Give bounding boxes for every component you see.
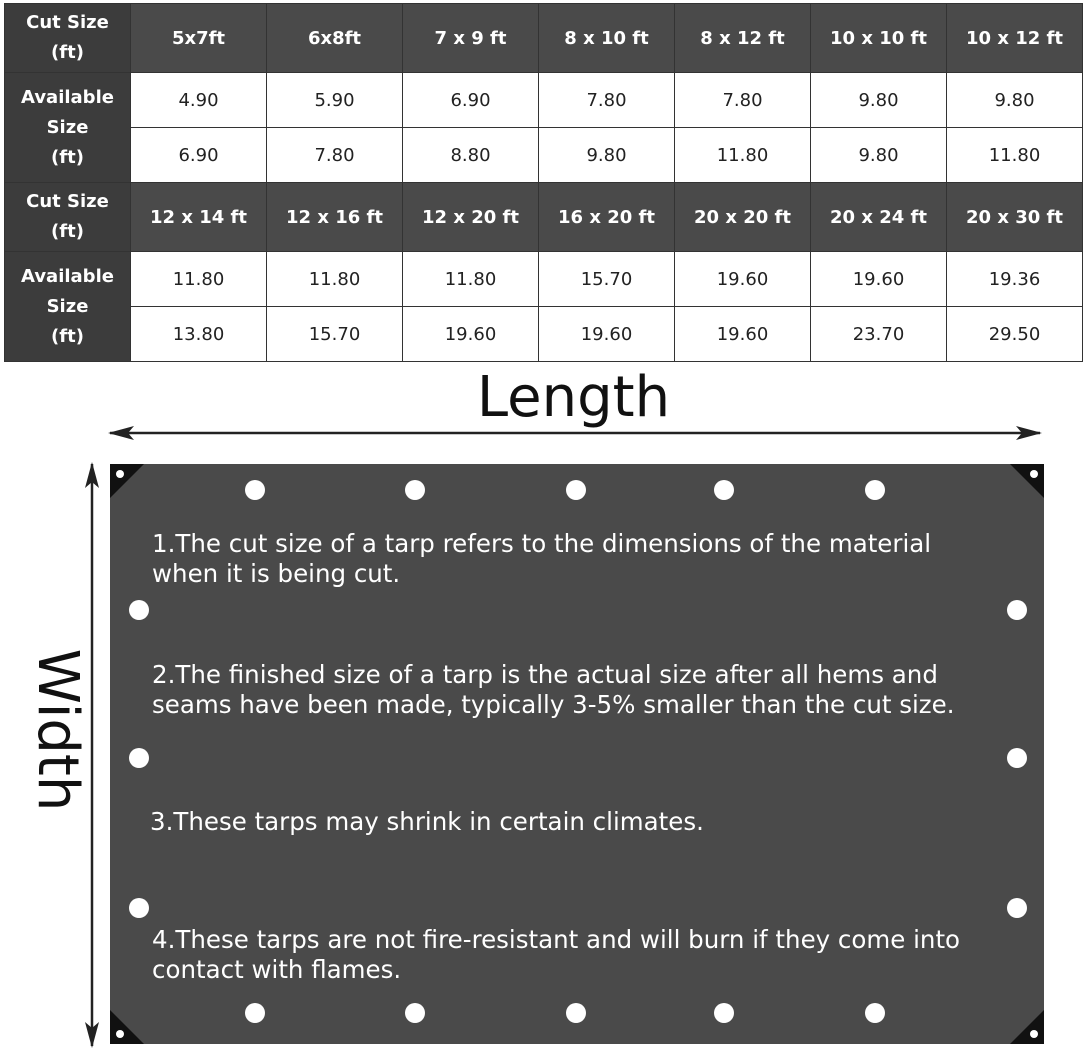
available-size-cell: 19.60	[403, 307, 539, 362]
available-size-cell: 23.70	[811, 307, 947, 362]
grommet-icon	[129, 898, 149, 918]
available-size-cell: 29.50	[947, 307, 1083, 362]
note-3	[150, 807, 1020, 837]
available-size-row	[5, 73, 1083, 128]
note-line: 3.These tarps may shrink in certain climates.	[150, 807, 704, 836]
corner-patch-icon	[1010, 1010, 1044, 1044]
grommet-icon	[566, 480, 586, 500]
corner-patch-icon	[110, 1010, 144, 1044]
available-size-cell: 15.70	[539, 252, 675, 307]
grommet-icon	[245, 1003, 265, 1023]
available-size-cell: 19.60	[539, 307, 675, 362]
available-size-cell: 9.80	[539, 128, 675, 183]
note-4	[152, 925, 1022, 985]
available-size-cell: 19.60	[675, 307, 811, 362]
grommet-icon	[405, 480, 425, 500]
corner-grommet-icon	[1030, 1030, 1038, 1038]
grommet-icon	[1007, 600, 1027, 620]
note-2	[152, 660, 1022, 720]
available-size-cell: 4.90	[131, 73, 267, 128]
cut-size-label: Cut Size (ft)	[5, 183, 131, 252]
available-size-cell: 19.36	[947, 252, 1083, 307]
available-size-cell: 7.80	[675, 73, 811, 128]
tarp-panel	[110, 464, 1044, 1044]
corner-patch-icon	[110, 464, 144, 498]
available-size-label: Available Size (ft)	[5, 73, 131, 183]
cut-size-cell: 12 x 14 ft	[131, 183, 267, 252]
note-line: when it is being cut.	[152, 559, 401, 588]
available-size-cell: 8.80	[403, 128, 539, 183]
cut-size-cell: 20 x 24 ft	[811, 183, 947, 252]
grommet-icon	[129, 748, 149, 768]
cut-size-cell: 5x7ft	[131, 4, 267, 73]
available-size-cell: 6.90	[403, 73, 539, 128]
available-size-cell: 19.60	[811, 252, 947, 307]
cut-size-row	[5, 183, 1083, 252]
note-line: 2.The finished size of a tarp is the actual size after all hems and	[152, 660, 938, 689]
available-size-cell: 11.80	[267, 252, 403, 307]
corner-patch-icon	[1010, 464, 1044, 498]
available-size-cell: 7.80	[267, 128, 403, 183]
cut-size-cell: 8 x 12 ft	[675, 4, 811, 73]
grommet-icon	[1007, 748, 1027, 768]
cut-size-cell: 6x8ft	[267, 4, 403, 73]
available-size-row	[5, 252, 1083, 307]
note-line: seams have been made, typically 3-5% smaller than the cut size.	[152, 690, 955, 719]
available-size-row	[5, 128, 1083, 183]
note-1	[152, 529, 1022, 589]
available-size-cell: 9.80	[947, 73, 1083, 128]
corner-grommet-icon	[116, 1030, 124, 1038]
grommet-icon	[865, 480, 885, 500]
available-size-cell: 11.80	[947, 128, 1083, 183]
available-size-cell: 13.80	[131, 307, 267, 362]
grommet-icon	[714, 1003, 734, 1023]
available-size-cell: 6.90	[131, 128, 267, 183]
available-size-cell: 15.70	[267, 307, 403, 362]
available-size-cell: 11.80	[403, 252, 539, 307]
note-line: 4.These tarps are not fire-resistant and will burn if they come into	[152, 925, 961, 954]
cut-size-cell: 12 x 20 ft	[403, 183, 539, 252]
length-label: Length	[476, 365, 671, 430]
cut-size-cell: 10 x 12 ft	[947, 4, 1083, 73]
width-label: Width	[25, 648, 90, 812]
size-table	[4, 3, 1083, 362]
cut-size-cell: 20 x 20 ft	[675, 183, 811, 252]
cut-size-row	[5, 4, 1083, 73]
corner-grommet-icon	[116, 470, 124, 478]
grommet-icon	[566, 1003, 586, 1023]
available-size-cell: 11.80	[675, 128, 811, 183]
grommet-icon	[245, 480, 265, 500]
cut-size-label: Cut Size (ft)	[5, 4, 131, 73]
available-size-cell: 7.80	[539, 73, 675, 128]
note-line: contact with flames.	[152, 955, 402, 984]
available-size-cell: 11.80	[131, 252, 267, 307]
note-line: 1.The cut size of a tarp refers to the dimensions of the material	[152, 529, 932, 558]
grommet-icon	[714, 480, 734, 500]
length-arrow-icon	[108, 421, 1042, 445]
cut-size-cell: 10 x 10 ft	[811, 4, 947, 73]
grommet-icon	[129, 600, 149, 620]
corner-grommet-icon	[1030, 470, 1038, 478]
cut-size-cell: 16 x 20 ft	[539, 183, 675, 252]
cut-size-cell: 12 x 16 ft	[267, 183, 403, 252]
cut-size-cell: 7 x 9 ft	[403, 4, 539, 73]
available-size-cell: 9.80	[811, 73, 947, 128]
cut-size-cell: 20 x 30 ft	[947, 183, 1083, 252]
grommet-icon	[405, 1003, 425, 1023]
grommet-icon	[865, 1003, 885, 1023]
available-size-cell: 9.80	[811, 128, 947, 183]
available-size-cell: 5.90	[267, 73, 403, 128]
grommet-icon	[1007, 898, 1027, 918]
available-size-cell: 19.60	[675, 252, 811, 307]
available-size-row	[5, 307, 1083, 362]
cut-size-cell: 8 x 10 ft	[539, 4, 675, 73]
available-size-label: Available Size (ft)	[5, 252, 131, 362]
